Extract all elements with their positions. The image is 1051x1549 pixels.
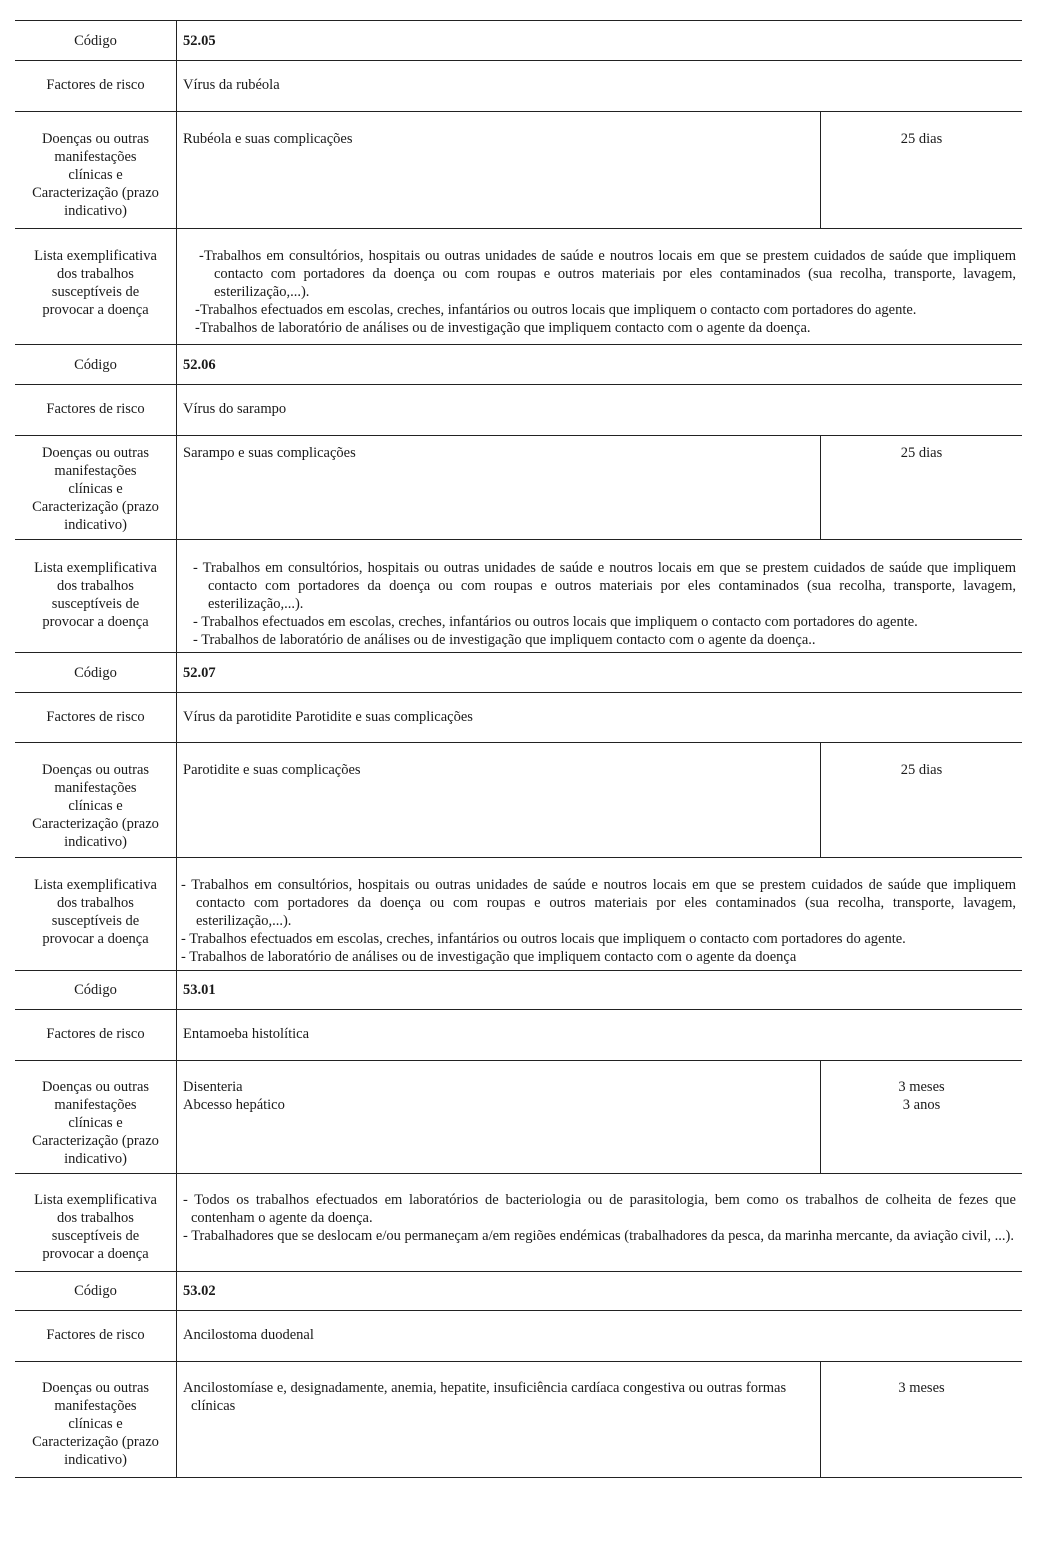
lista-item: - Trabalhos em consultórios, hospitais ou outras unidades de saúde e noutros locais em que se prestem cuidados de saúde que impliquem contacto com portadores da doença ou com roupas e outros materiais por eles contaminados (sua recolha, transporte, lavagem, esterilização,...).: [181, 877, 1016, 929]
lista-item: - Trabalhos efectuados em escolas, creches, infantários ou outros locais que impliquem o contacto com portadores do agente.: [181, 931, 906, 947]
lista-item: - Trabalhos de laboratório de análises ou de investigação que impliquem contacto com o agente da doença..: [193, 632, 816, 648]
codigo-value: 53.02: [183, 1283, 216, 1299]
lista-value: [193, 559, 1016, 649]
codigo-row: [15, 652, 1022, 692]
factores-label: Factores de risco: [46, 401, 145, 417]
factores-label: Factores de risco: [46, 77, 145, 93]
lista-item: -Trabalhos em consultórios, hospitais ou outras unidades de saúde e noutros locais em que se prestem cuidados de saúde que impliquem contacto com portadores da doença ou com roupas e outros materiais por eles contaminados (sua recolha, transporte, lavagem, esterilização,...).: [199, 248, 1016, 300]
codigo-row: [15, 344, 1022, 384]
prazo-item: 3 meses: [898, 1079, 945, 1095]
codigo-label: Código: [74, 33, 117, 49]
column-divider: [820, 742, 821, 857]
lista-row: [15, 1173, 1022, 1271]
factores-value: Vírus da rubéola: [183, 77, 280, 93]
prazo-value: 25 dias: [900, 445, 943, 461]
factores-row: [15, 384, 1022, 435]
lista-item: - Trabalhos de laboratório de análises ou de investigação que impliquem contacto com o agente da doença: [181, 949, 797, 965]
doenca-item: Disenteria: [183, 1079, 243, 1095]
lista-value: [195, 247, 1016, 337]
lista-value: [183, 1191, 1016, 1245]
doencas-row: [15, 111, 1022, 228]
codigo-label: Código: [74, 1283, 117, 1299]
factores-row: [15, 692, 1022, 742]
codigo-value: 52.06: [183, 357, 216, 373]
lista-label: Lista exemplificativa dos trabalhos susceptíveis de provocar a doença: [34, 1192, 157, 1262]
factores-value: Vírus do sarampo: [183, 401, 287, 417]
lista-label: Lista exemplificativa dos trabalhos susceptíveis de provocar a doença: [34, 560, 157, 630]
doencas-value: Sarampo e suas complicações: [183, 445, 356, 461]
factores-row: [15, 1310, 1022, 1361]
lista-item: - Trabalhos efectuados em escolas, creches, infantários ou outros locais que impliquem o contacto com portadores do agente.: [193, 614, 918, 630]
factores-value: Entamoeba histolítica: [183, 1026, 310, 1042]
prazo-value: 25 dias: [900, 131, 943, 147]
prazo-value: 3 meses: [898, 1380, 945, 1396]
lista-row: [15, 857, 1022, 970]
doencas-label: Doenças ou outras manifestações clínicas e Caracterização (prazo indicativo): [32, 1380, 159, 1468]
column-divider: [820, 111, 821, 228]
codigo-label: Código: [74, 665, 117, 681]
factores-value: Ancilostoma duodenal: [183, 1327, 314, 1343]
factores-value: Vírus da parotidite Parotidite e suas complicações: [183, 709, 473, 725]
entry-53-01: [15, 970, 1022, 1271]
lista-value: [181, 876, 1016, 966]
occupational-disease-table: [15, 20, 1022, 1478]
prazo-value: [821, 1078, 1022, 1114]
codigo-value: 53.01: [183, 982, 216, 998]
lista-row: [15, 228, 1022, 344]
codigo-label: Código: [74, 982, 117, 998]
lista-item: -Trabalhos efectuados em escolas, creches, infantários ou outros locais que impliquem o contacto com portadores do agente.: [195, 302, 917, 318]
codigo-row: [15, 1271, 1022, 1310]
doencas-label: Doenças ou outras manifestações clínicas e Caracterização (prazo indicativo): [32, 1079, 159, 1167]
doencas-value: Rubéola e suas complicações: [183, 131, 353, 147]
lista-label: Lista exemplificativa dos trabalhos susceptíveis de provocar a doença: [34, 877, 157, 947]
codigo-label: Código: [74, 357, 117, 373]
lista-item: - Trabalhos em consultórios, hospitais ou outras unidades de saúde e noutros locais em que se prestem cuidados de saúde que impliquem contacto com portadores da doença ou com roupas e outros materiais por eles contaminados (sua recolha, transporte, lavagem, esterilização,...).: [193, 560, 1016, 612]
doencas-row: [15, 742, 1022, 857]
entry-52-05: [15, 20, 1022, 344]
lista-label: Lista exemplificativa dos trabalhos susceptíveis de provocar a doença: [34, 248, 157, 318]
factores-label: Factores de risco: [46, 1026, 145, 1042]
doencas-row: [15, 1361, 1022, 1478]
lista-item: - Todos os trabalhos efectuados em laboratórios de bacteriologia ou de parasitologia, bem como os trabalhos de colheita de fezes que contenham o agente da doença.: [183, 1192, 1016, 1226]
lista-item: -Trabalhos de laboratório de análises ou de investigação que impliquem contacto com o agente da doença.: [195, 320, 811, 336]
entry-53-02: [15, 1271, 1022, 1478]
entry-52-06: [15, 344, 1022, 652]
codigo-row: [15, 970, 1022, 1009]
factores-row: [15, 1009, 1022, 1060]
lista-item: - Trabalhadores que se deslocam e/ou permaneçam a/em regiões endémicas (trabalhadores da pesca, da marinha mercante, da aviação civil, ...).: [183, 1228, 1014, 1244]
doencas-label: Doenças ou outras manifestações clínicas e Caracterização (prazo indicativo): [32, 131, 159, 219]
doenca-item: Ancilostomíase e, designadamente, anemia, hepatite, insuficiência cardíaca congestiva ou outras formas clínicas: [183, 1380, 787, 1414]
lista-row: [15, 539, 1022, 652]
doencas-value: Parotidite e suas complicações: [183, 762, 361, 778]
codigo-value: 52.05: [183, 33, 216, 49]
doencas-row: [15, 1060, 1022, 1173]
prazo-item: 3 anos: [902, 1097, 941, 1113]
column-divider: [820, 1060, 821, 1173]
codigo-value: 52.07: [183, 665, 216, 681]
doencas-value: [183, 1379, 814, 1415]
doenca-item: Abcesso hepático: [183, 1097, 285, 1113]
entry-52-07: [15, 652, 1022, 970]
doencas-value: [183, 1078, 285, 1114]
factores-row: [15, 60, 1022, 111]
prazo-value: 25 dias: [900, 762, 943, 778]
doencas-label: Doenças ou outras manifestações clínicas e Caracterização (prazo indicativo): [32, 445, 159, 533]
doencas-row: [15, 435, 1022, 539]
factores-label: Factores de risco: [46, 709, 145, 725]
row-divider: [15, 1477, 1022, 1478]
doencas-label: Doenças ou outras manifestações clínicas e Caracterização (prazo indicativo): [32, 762, 159, 850]
factores-label: Factores de risco: [46, 1327, 145, 1343]
codigo-row: [15, 20, 1022, 60]
